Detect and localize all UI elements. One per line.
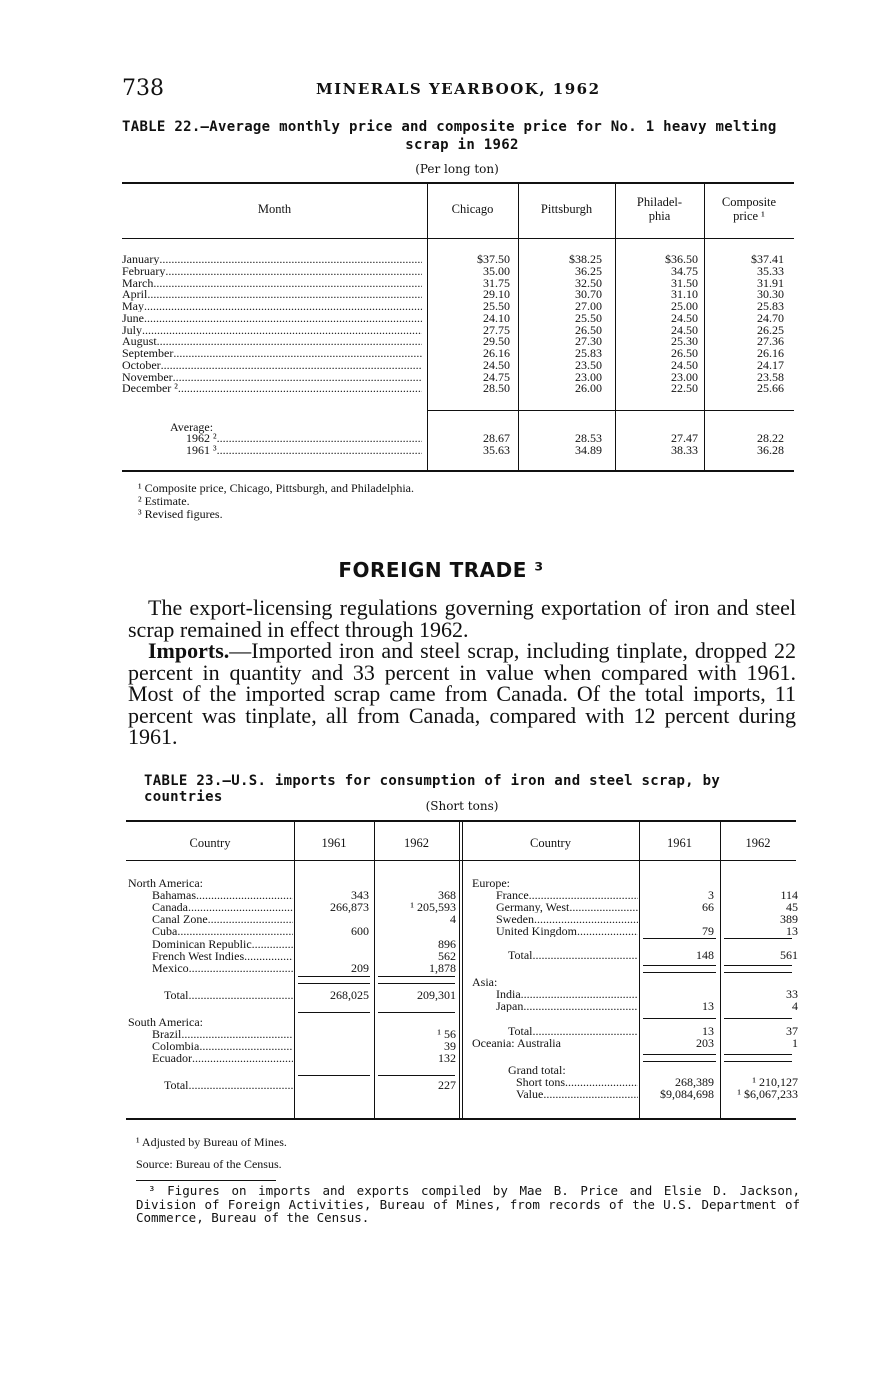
table23-total-rule [724, 938, 792, 939]
table22-row-month [122, 336, 422, 347]
table23-cell-1962: ¹ 205,593 [410, 900, 456, 914]
leader-dots [244, 951, 293, 962]
table22-title-line1: TABLE 22.—Average monthly price and composite price for No. 1 heavy melting [122, 119, 777, 135]
table22-cell-pittsburgh: 30.70 [575, 287, 602, 302]
country-label: Japan [496, 1001, 524, 1013]
table22-title-line2: scrap in 1962 [405, 137, 519, 153]
table22-header-pittsburgh [518, 202, 615, 216]
table23-cell-1961: 13 [702, 1024, 714, 1038]
table22-cell-composite: 25.66 [757, 381, 784, 396]
table23-header-left-1961: 1961 [321, 836, 347, 850]
month-label: November [122, 371, 173, 383]
table23-total-rule [378, 976, 455, 977]
table23-total-rule [298, 1075, 370, 1076]
column-header-line: price ¹ [733, 209, 765, 223]
table23-cell-1961: 343 [351, 888, 369, 902]
leader-dots [521, 989, 638, 1000]
table23-total-rule [298, 983, 370, 984]
leader-dots [144, 313, 422, 324]
month-label: October [122, 359, 161, 372]
leader-dots [199, 1041, 293, 1052]
table23-row-label [516, 1077, 638, 1088]
table23-cell-1962: 33 [786, 987, 798, 1001]
table23-total-rule [643, 1054, 716, 1055]
table22-header-chicago [427, 202, 518, 216]
table22-average-pittsburgh: 34.89 [575, 442, 602, 457]
table23-cell-1961: 203 [696, 1036, 714, 1050]
country-label: United Kingdom [496, 926, 577, 938]
table23-header-right-1962: 1962 [745, 836, 771, 850]
month-label: March [122, 277, 154, 289]
month-label: December ² [122, 383, 178, 395]
table23-cell-1962: 368 [438, 888, 456, 902]
table22-unit: (Per long ton) [415, 162, 499, 176]
table22-average-pittsburgh: 28.53 [575, 431, 602, 445]
footnote-rule [136, 1180, 276, 1181]
leader-dots [157, 336, 422, 347]
table22-cell-chicago: 24.50 [483, 357, 510, 372]
country-label: Asia: [472, 977, 498, 989]
table23-row-label [164, 990, 293, 1001]
leader-dots [534, 914, 638, 925]
table22-cell-composite: 24.17 [757, 357, 784, 372]
country-label: South America: [128, 1017, 203, 1029]
table23-row-label [496, 914, 638, 925]
table23-row-label [152, 1029, 293, 1040]
country-label: Total [164, 990, 189, 1002]
table23-total-rule [298, 1012, 370, 1013]
month-label: July [122, 324, 143, 336]
country-label: Canal Zone [152, 914, 208, 926]
table22-cell-philadelphia: 23.00 [671, 369, 698, 384]
table22-cell-pittsburgh: 25.83 [575, 346, 602, 360]
table23-cell-1962: 13 [786, 924, 798, 938]
section-body [128, 597, 796, 748]
table23-cell-1962: ¹ 210,127 [752, 1075, 798, 1089]
table22-cell-composite: 25.83 [757, 299, 784, 313]
table23-row-label [152, 939, 293, 950]
table22-header-philadelphia [615, 195, 704, 223]
table23-total-rule [378, 1012, 455, 1013]
table22-row-month [122, 360, 422, 371]
table22-cell-chicago: 29.50 [483, 334, 510, 349]
column-header-line: Month [257, 202, 292, 216]
table22-row-month [122, 348, 422, 359]
table22-header-rule [122, 238, 794, 239]
table22-cell-pittsburgh: 25.50 [575, 310, 602, 325]
leader-dots [523, 1001, 638, 1012]
table23-cell-1962: ¹ 56 [437, 1027, 456, 1041]
leader-dots [217, 433, 422, 444]
leader-dots [147, 289, 422, 300]
table23-cell-1961: 268,025 [330, 988, 369, 1002]
table22-cell-chicago: $37.50 [477, 252, 510, 266]
leader-dots [173, 372, 422, 383]
table23-total-rule [643, 972, 716, 973]
table23-header-right-1961: 1961 [667, 836, 692, 850]
leader-dots [189, 963, 293, 974]
table23-cell-1961: 209 [351, 961, 369, 975]
table23-cell-1962: 4 [450, 912, 456, 926]
table22-cell-composite: 26.16 [757, 346, 784, 360]
table23-column-divider [462, 822, 463, 1118]
table22-average-composite: 28.22 [757, 431, 784, 445]
table22-subtotal-rule [427, 410, 794, 411]
table22-cell-philadelphia: 22.50 [671, 381, 698, 396]
country-label: France [496, 890, 529, 902]
table23-header-right-country: Country [530, 836, 571, 850]
table22-cell-composite: 35.33 [757, 263, 784, 278]
table22-cell-chicago: 35.00 [483, 263, 510, 278]
table23-cell-1962: 896 [438, 937, 456, 951]
leader-dots [189, 1080, 294, 1091]
country-label: Sweden [496, 914, 534, 926]
table22-header-composite [704, 195, 794, 223]
table22-average-philadelphia: 38.33 [671, 442, 698, 457]
leader-dots [192, 1053, 293, 1064]
leader-dots [153, 278, 422, 289]
running-head-title: MINERALS YEARBOOK, 1962 [316, 80, 601, 98]
table23 [126, 820, 796, 1122]
column-header-line: Pittsburgh [540, 202, 593, 216]
table23-row-label [508, 950, 638, 961]
table23-row-label [472, 977, 638, 988]
column-header-line: Chicago [451, 202, 494, 216]
country-label: Europe: [472, 878, 510, 890]
table23-row-label [496, 902, 638, 913]
table22-cell-pittsburgh: 36.25 [575, 263, 602, 278]
table23-total-rule [643, 1018, 716, 1019]
table23-total-rule [643, 965, 716, 966]
table22-footnotes [138, 482, 778, 521]
table23-cell-1962: 37 [786, 1024, 798, 1038]
leader-dots [189, 990, 294, 1001]
country-label: Total [164, 1080, 189, 1092]
month-label: September [122, 348, 174, 360]
table23-total-rule [724, 1018, 792, 1019]
table23-cell-1961: 268,389 [675, 1075, 714, 1089]
page-number: 738 [122, 76, 164, 101]
leader-dots [208, 914, 293, 925]
table22-cell-composite: 27.36 [757, 334, 784, 349]
table23-total-rule [643, 1061, 716, 1062]
table23-row-label [128, 1017, 293, 1028]
table22-cell-philadelphia: 34.75 [671, 263, 698, 278]
table22-cell-chicago: 27.75 [483, 322, 510, 337]
table23-row-label [496, 890, 638, 901]
table23-title: TABLE 23.—U.S. imports for consumption of iron and steel scrap, by countries [144, 773, 721, 805]
table23-top-rule [126, 820, 796, 822]
table23-total-rule [378, 1075, 455, 1076]
leader-dots [159, 254, 422, 265]
table22-cell-chicago: 29.10 [483, 287, 510, 302]
table22-row-month [122, 383, 422, 394]
table23-total-rule [724, 972, 792, 973]
table22-cell-pittsburgh: 23.00 [575, 369, 602, 384]
month-label: April [122, 289, 148, 301]
table22-cell-composite: 26.25 [757, 322, 784, 337]
table23-row-label [472, 1038, 638, 1049]
table22-row-month [122, 289, 422, 300]
leader-dots [529, 890, 638, 901]
imports-lead: Imports. [148, 638, 230, 663]
table23-row-label [516, 1089, 638, 1100]
table23-column-divider [459, 822, 460, 1118]
table22-row-month [122, 313, 422, 324]
table22-cell-chicago: 25.50 [483, 299, 510, 313]
column-header-line: Composite [721, 195, 777, 209]
table23-row-label [496, 1001, 638, 1012]
table22-footnote-3: ³ Revised figures. [138, 507, 223, 521]
country-label: Canada [152, 902, 188, 914]
table23-footnote-1: ¹ Adjusted by Bureau of Mines. [136, 1135, 287, 1149]
country-label: North America: [128, 878, 203, 890]
table22-average-label: Average: [170, 420, 214, 434]
table23-total-rule [378, 983, 455, 984]
table22-cell-philadelphia: 25.00 [671, 299, 698, 313]
month-label: January [122, 254, 160, 266]
leader-dots [188, 902, 293, 913]
table23-cell-1962: 389 [780, 912, 798, 926]
table22-cell-philadelphia: 26.50 [671, 346, 698, 360]
table22-row-month [122, 278, 422, 289]
country-label: Oceania: Australia [472, 1038, 561, 1050]
country-label: Mexico [152, 963, 189, 975]
table22-average-row [186, 433, 422, 444]
table22-average-chicago: 35.63 [483, 442, 510, 457]
leader-dots [181, 1029, 293, 1040]
table23-total-rule [724, 1054, 792, 1055]
table22-footnote-1: ¹ Composite price, Chicago, Pittsburgh, and Philadelphia. [138, 481, 415, 495]
leader-dots [142, 325, 422, 336]
table23-unit: (Short tons) [425, 799, 499, 813]
table22-footnote-2: ² Estimate. [138, 494, 190, 508]
table23-row-label [164, 1080, 293, 1091]
table22-cell-chicago: 24.75 [483, 369, 510, 384]
average-year: 1962 ² [186, 433, 217, 445]
country-label: Bahamas [152, 890, 196, 902]
table23-row-label [152, 1041, 293, 1052]
table23-cell-1962: 114 [780, 888, 798, 902]
table22-cell-composite: $37.41 [751, 252, 784, 266]
table22-header-month [122, 202, 427, 216]
table22-row-month [122, 372, 422, 383]
table23-cell-1962: 561 [780, 948, 798, 962]
table23-total-rule [724, 1061, 792, 1062]
table23-row-label [152, 1053, 293, 1064]
table22-average-philadelphia: 27.47 [671, 431, 698, 445]
table22-cell-pittsburgh: $38.25 [569, 252, 602, 266]
month-label: August [122, 336, 157, 348]
table23-row-label [152, 963, 293, 974]
country-label: Brazil [152, 1029, 182, 1041]
table22-row-month [122, 301, 422, 312]
table23-header-rule [126, 860, 796, 861]
table22-average-row [186, 445, 422, 456]
month-label: February [122, 265, 166, 278]
leader-dots [217, 445, 422, 456]
paragraph-export-licensing: The export-licensing regulations governing exportation of iron and steel scrap remained in effect through 1962. [128, 595, 796, 642]
leader-dots [177, 926, 293, 937]
table22-cell-philadelphia: 31.50 [671, 275, 698, 290]
table23-cell-1961: $9,084,698 [660, 1087, 714, 1101]
average-year: 1961 ³ [186, 444, 217, 456]
table22-cell-chicago: 26.16 [483, 346, 510, 360]
table23-row-label [152, 926, 293, 937]
table23-row-label [508, 1065, 638, 1076]
table23-cell-1962: 45 [786, 900, 798, 914]
table23-cell-1962: 227 [438, 1078, 456, 1092]
country-label: Cuba [152, 926, 178, 938]
table23-cell-1962: 1,878 [429, 961, 456, 975]
table23-cell-1962: ¹ $6,067,233 [737, 1087, 798, 1101]
table22-cell-pittsburgh: 27.00 [575, 299, 602, 313]
table22-column-divider [704, 184, 705, 470]
country-label: Total [508, 950, 533, 962]
table22-cell-philadelphia: 24.50 [671, 357, 698, 372]
table23-row-label [472, 878, 638, 889]
table23-row-label [496, 926, 638, 937]
table23-cell-1961: 3 [708, 888, 714, 902]
table23-row-label [152, 902, 293, 913]
table23-cell-1961: 148 [696, 948, 714, 962]
table23-source: Source: Bureau of the Census. [136, 1157, 282, 1171]
table22-cell-composite: 23.58 [757, 369, 784, 384]
table22-cell-composite: 24.70 [757, 310, 784, 325]
table22-cell-composite: 31.91 [757, 275, 784, 290]
table23-cell-1961: 13 [702, 999, 714, 1013]
leader-dots [178, 383, 422, 394]
table22-cell-philadelphia: 24.50 [671, 310, 698, 325]
table22-column-divider [518, 184, 519, 470]
table23-bottom-rule [126, 1118, 796, 1120]
table22-cell-pittsburgh: 27.30 [575, 334, 602, 349]
table23-cell-1961: 600 [351, 924, 369, 938]
table23-cell-1962: 209,301 [417, 988, 456, 1002]
table22-cell-chicago: 24.10 [483, 310, 510, 325]
table23-total-rule [643, 938, 716, 939]
table22 [122, 182, 794, 477]
table22-row-month [122, 325, 422, 336]
table23-row-label [128, 878, 293, 889]
table23-row-label [152, 890, 293, 901]
table22-cell-chicago: 28.50 [483, 381, 510, 396]
table23-cell-1961: 266,873 [330, 900, 369, 914]
month-label: June [122, 312, 144, 325]
country-label: Dominican Republic [152, 939, 252, 951]
table22-average-composite: 36.28 [757, 442, 784, 457]
leader-dots [144, 301, 422, 312]
paragraph-imports [128, 640, 796, 748]
table22-cell-composite: 30.30 [757, 287, 784, 302]
table23-cell-1961: 79 [702, 924, 714, 938]
month-label: May [122, 301, 144, 313]
table23-total-rule [298, 976, 370, 977]
table22-column-divider [427, 184, 428, 470]
table23-row-label [152, 951, 293, 962]
column-header-line: Philadel- [636, 195, 683, 209]
leader-dots [533, 1026, 639, 1037]
table23-row-label [508, 1026, 638, 1037]
table23-cell-1961: 66 [702, 900, 714, 914]
leader-dots [252, 939, 293, 950]
country-label: Grand total: [508, 1065, 566, 1077]
table23-header-left-1962: 1962 [404, 836, 429, 850]
table23-footnotes [136, 1131, 776, 1175]
table22-cell-pittsburgh: 26.00 [575, 381, 602, 396]
table22-cell-philadelphia: $36.50 [665, 252, 698, 266]
table22-bottom-rule [122, 470, 794, 472]
table22-cell-philadelphia: 31.10 [671, 287, 698, 302]
table23-column-divider [720, 822, 721, 1118]
country-label: Total [508, 1026, 533, 1038]
table23-total-rule [724, 965, 792, 966]
leader-dots [533, 950, 639, 961]
country-label: India [496, 989, 521, 1001]
table23-row-label [496, 989, 638, 1000]
leader-dots [165, 266, 422, 277]
column-header-line: phia [648, 209, 671, 223]
table23-cell-1962: 4 [792, 999, 798, 1013]
table22-cell-philadelphia: 25.30 [671, 334, 698, 349]
table22-cell-philadelphia: 24.50 [671, 322, 698, 337]
country-label: Value [516, 1089, 544, 1101]
table23-cell-1962: 132 [438, 1051, 456, 1065]
table23-cell-1962: 562 [438, 949, 456, 963]
imports-text: —Imported iron and steel scrap, including tinplate, dropped 22 percent in quantity and 33 percent in value when compared with 1961. Most of the imported scrap came from Canada. Of the total imports, 11 percent was tinplate, all from Canada, compared with 12 percent during 1961. [128, 638, 796, 749]
country-label: Colombia [152, 1041, 200, 1053]
table22-cell-pittsburgh: 26.50 [575, 322, 602, 337]
country-label: Germany, West [496, 902, 570, 914]
table23-cell-1962: 39 [444, 1039, 456, 1053]
table22-top-rule [122, 182, 794, 184]
table22-column-divider [615, 184, 616, 470]
table22-row-month [122, 254, 422, 265]
page-footnote: ³ Figures on imports and exports compiled by Mae B. Price and Elsie D. Jackson, Division of Foreign Activities, Bureau of Mines, from records of the U.S. Department of Commerce, Bureau of the Census. [136, 1183, 800, 1225]
country-label: Short tons [516, 1077, 566, 1089]
country-label: French West Indies [152, 951, 245, 963]
leader-dots [161, 360, 422, 371]
table22-row-month [122, 266, 422, 277]
leader-dots [173, 348, 422, 359]
table22-cell-pittsburgh: 23.50 [575, 357, 602, 372]
running-header [122, 76, 792, 100]
table22-average-chicago: 28.67 [483, 431, 510, 445]
table23-row-label [152, 914, 293, 925]
table22-cell-pittsburgh: 32.50 [575, 275, 602, 290]
table23-column-divider [639, 822, 640, 1118]
table22-cell-chicago: 31.75 [483, 275, 510, 290]
table23-cell-1962: 1 [792, 1036, 798, 1050]
country-label: Ecuador [152, 1053, 192, 1065]
section-heading: FOREIGN TRADE ³ [338, 558, 544, 582]
table23-header-left-country: Country [189, 836, 231, 850]
